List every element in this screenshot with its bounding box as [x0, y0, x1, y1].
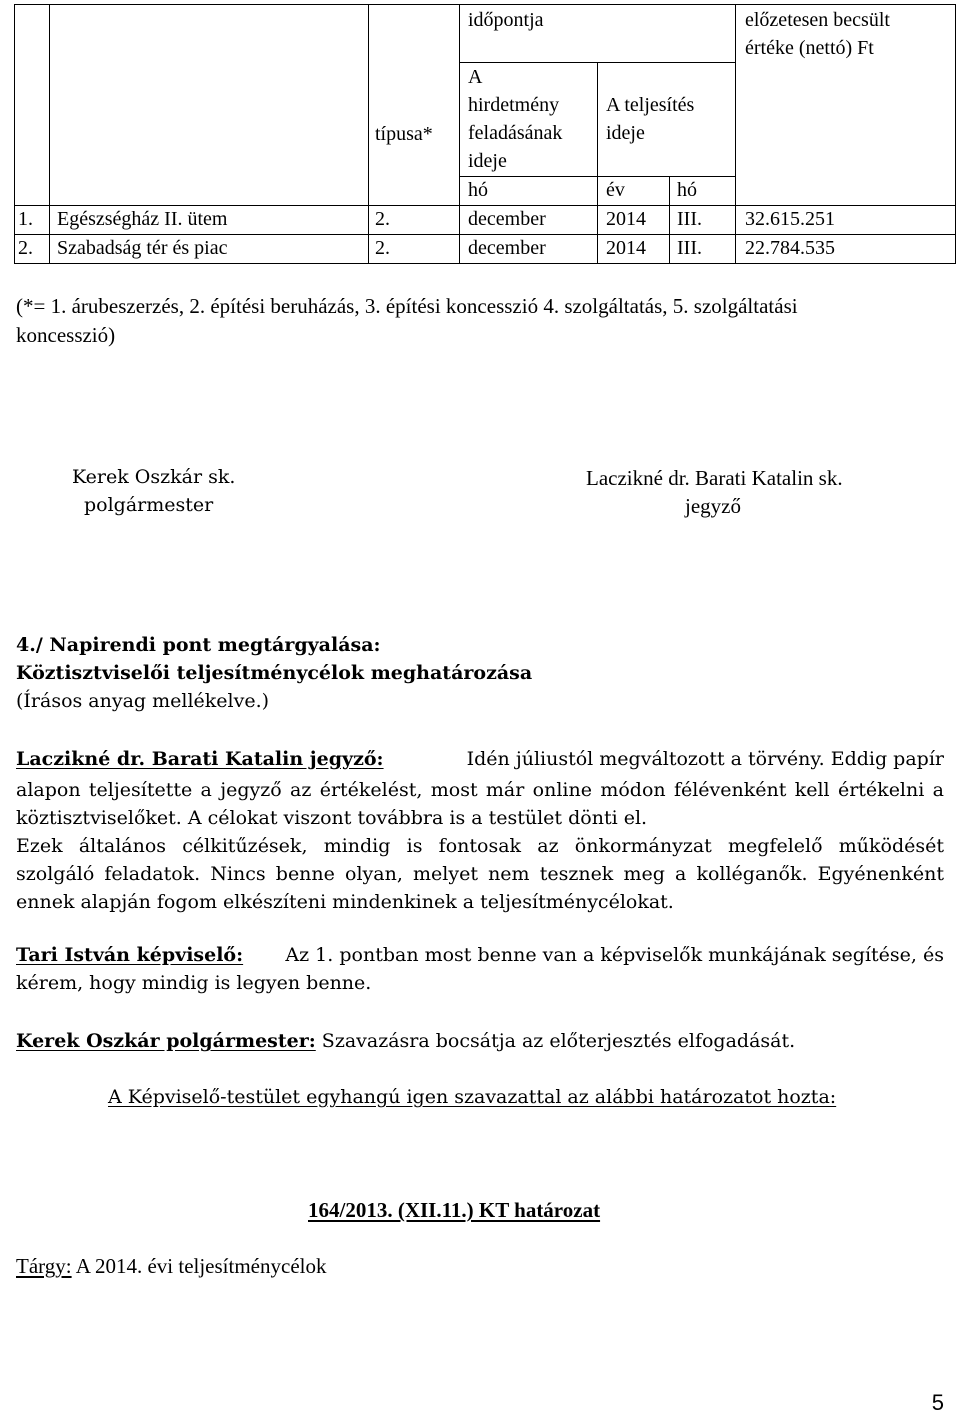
table-rule — [49, 4, 50, 264]
speech1-text-line4: Ezek általános célkitűzések, mindig is fontosak az önkormányzat megfelelő működését — [16, 835, 944, 857]
table-rule — [669, 176, 670, 264]
row2-num: 2. — [18, 237, 33, 259]
header-ho-1: hó — [468, 179, 488, 201]
table-rule — [14, 4, 956, 5]
table-rule — [368, 4, 369, 264]
speech1-text-line5: szolgáló feladatok. Nincs benne olyan, melyet nem tesznek meg a kolléganők. Egyénenként — [16, 863, 944, 885]
row1-type: 2. — [375, 208, 390, 230]
row2-value: 22.784.535 — [745, 237, 835, 259]
table-rule — [735, 4, 736, 264]
vote-statement: A Képviselő-testület egyhangú igen szavazattal az alábbi határozatot hozta: — [108, 1086, 837, 1108]
subject-line — [16, 1254, 326, 1279]
header-tipusa: típusa* — [375, 123, 433, 145]
header-teljesites-line2: ideje — [606, 122, 645, 144]
footnote-line2: koncesszió) — [16, 323, 116, 347]
speech1-text-line2: alapon teljesítette a jegyző az értékelést, most már online módon félévenként kell értékelni a — [16, 779, 944, 801]
header-becsult-line1: előzetesen becsült — [745, 9, 890, 31]
speech2-line1 — [16, 944, 944, 966]
row1-num: 1. — [18, 208, 33, 230]
speech1-text-line3: köztisztviselőket. A célokat viszont továbbra is a testület dönti el. — [16, 807, 648, 829]
row1-name: Egészségház II. ütem — [57, 208, 228, 230]
row1-year: 2014 — [606, 208, 646, 230]
header-becsult-line2: értéke (nettó) Ft — [745, 37, 874, 59]
speech1-text-line1: Idén júliustól megváltozott a törvény. Eddig papír — [460, 748, 944, 770]
speech3-line — [16, 1030, 795, 1052]
header-teljesites-line1: A teljesítés — [606, 94, 695, 116]
speaker-kerek: Kerek Oszkár polgármester: — [16, 1030, 316, 1052]
agenda-title: 4./ Napirendi pont megtárgyalása: — [16, 634, 381, 656]
speaker-jegyzo: Laczikné dr. Barati Katalin jegyző: — [16, 748, 384, 770]
header-ev: év — [606, 179, 625, 201]
table-rule — [459, 4, 460, 264]
subject-text: A 2014. évi teljesítménycélok — [71, 1254, 327, 1278]
row2-month: december — [468, 237, 546, 259]
row2-name: Szabadság tér és piac — [57, 237, 228, 259]
agenda-note: (Írásos anyag mellékelve.) — [16, 690, 270, 712]
footnote-line1: (*= 1. árubeszerzés, 2. építési beruházás, 3. építési koncesszió 4. szolgáltatás, 5. szolgáltatási — [16, 294, 798, 318]
header-hirdetmeny-line3: feladásának — [468, 122, 563, 144]
header-hirdetmeny-line4: ideje — [468, 150, 507, 172]
speech2-text-line2: kérem, hogy mindig is legyen benne. — [16, 972, 372, 994]
signature-right-name: Laczikné dr. Barati Katalin sk. — [586, 466, 843, 490]
table-rule — [14, 4, 15, 264]
signature-left-title: polgármester — [84, 494, 214, 516]
signature-left-name: Kerek Oszkár sk. — [72, 466, 236, 488]
speech1-body — [16, 776, 944, 916]
header-ho-2: hó — [677, 179, 697, 201]
header-hirdetmeny-line2: hirdetmény — [468, 94, 560, 116]
page-number: 5 — [931, 1390, 944, 1415]
speech1-line1 — [16, 748, 944, 770]
row1-month2: III. — [677, 208, 702, 230]
row2-year: 2014 — [606, 237, 646, 259]
header-hirdetmeny-line1: A — [468, 66, 483, 88]
table-rule — [14, 263, 956, 264]
table-rule — [955, 4, 956, 264]
row2-type: 2. — [375, 237, 390, 259]
row1-month: december — [468, 208, 546, 230]
subject-label: Tárgy: — [16, 1254, 72, 1278]
row1-value: 32.615.251 — [745, 208, 835, 230]
table-rule — [597, 62, 598, 264]
agenda-subtitle: Köztisztviselői teljesítménycélok meghatározása — [16, 662, 533, 684]
header-idopontja: időpontja — [468, 9, 544, 31]
speech2-text-line1: Az 1. pontban most benne van a képviselők munkájának segítése, és — [279, 944, 944, 966]
resolution-number: 164/2013. (XII.11.) KT határozat — [308, 1198, 601, 1222]
speech1-text-line6: ennek alapján fogom elkészíteni mindenkinek a teljesítménycélokat. — [16, 891, 674, 913]
speech3-text: Szavazásra bocsátja az előterjesztés elfogadását. — [315, 1030, 796, 1052]
speaker-tari: Tari István képviselő: — [16, 944, 244, 966]
row2-month2: III. — [677, 237, 702, 259]
signature-right-title: jegyző — [685, 494, 741, 518]
